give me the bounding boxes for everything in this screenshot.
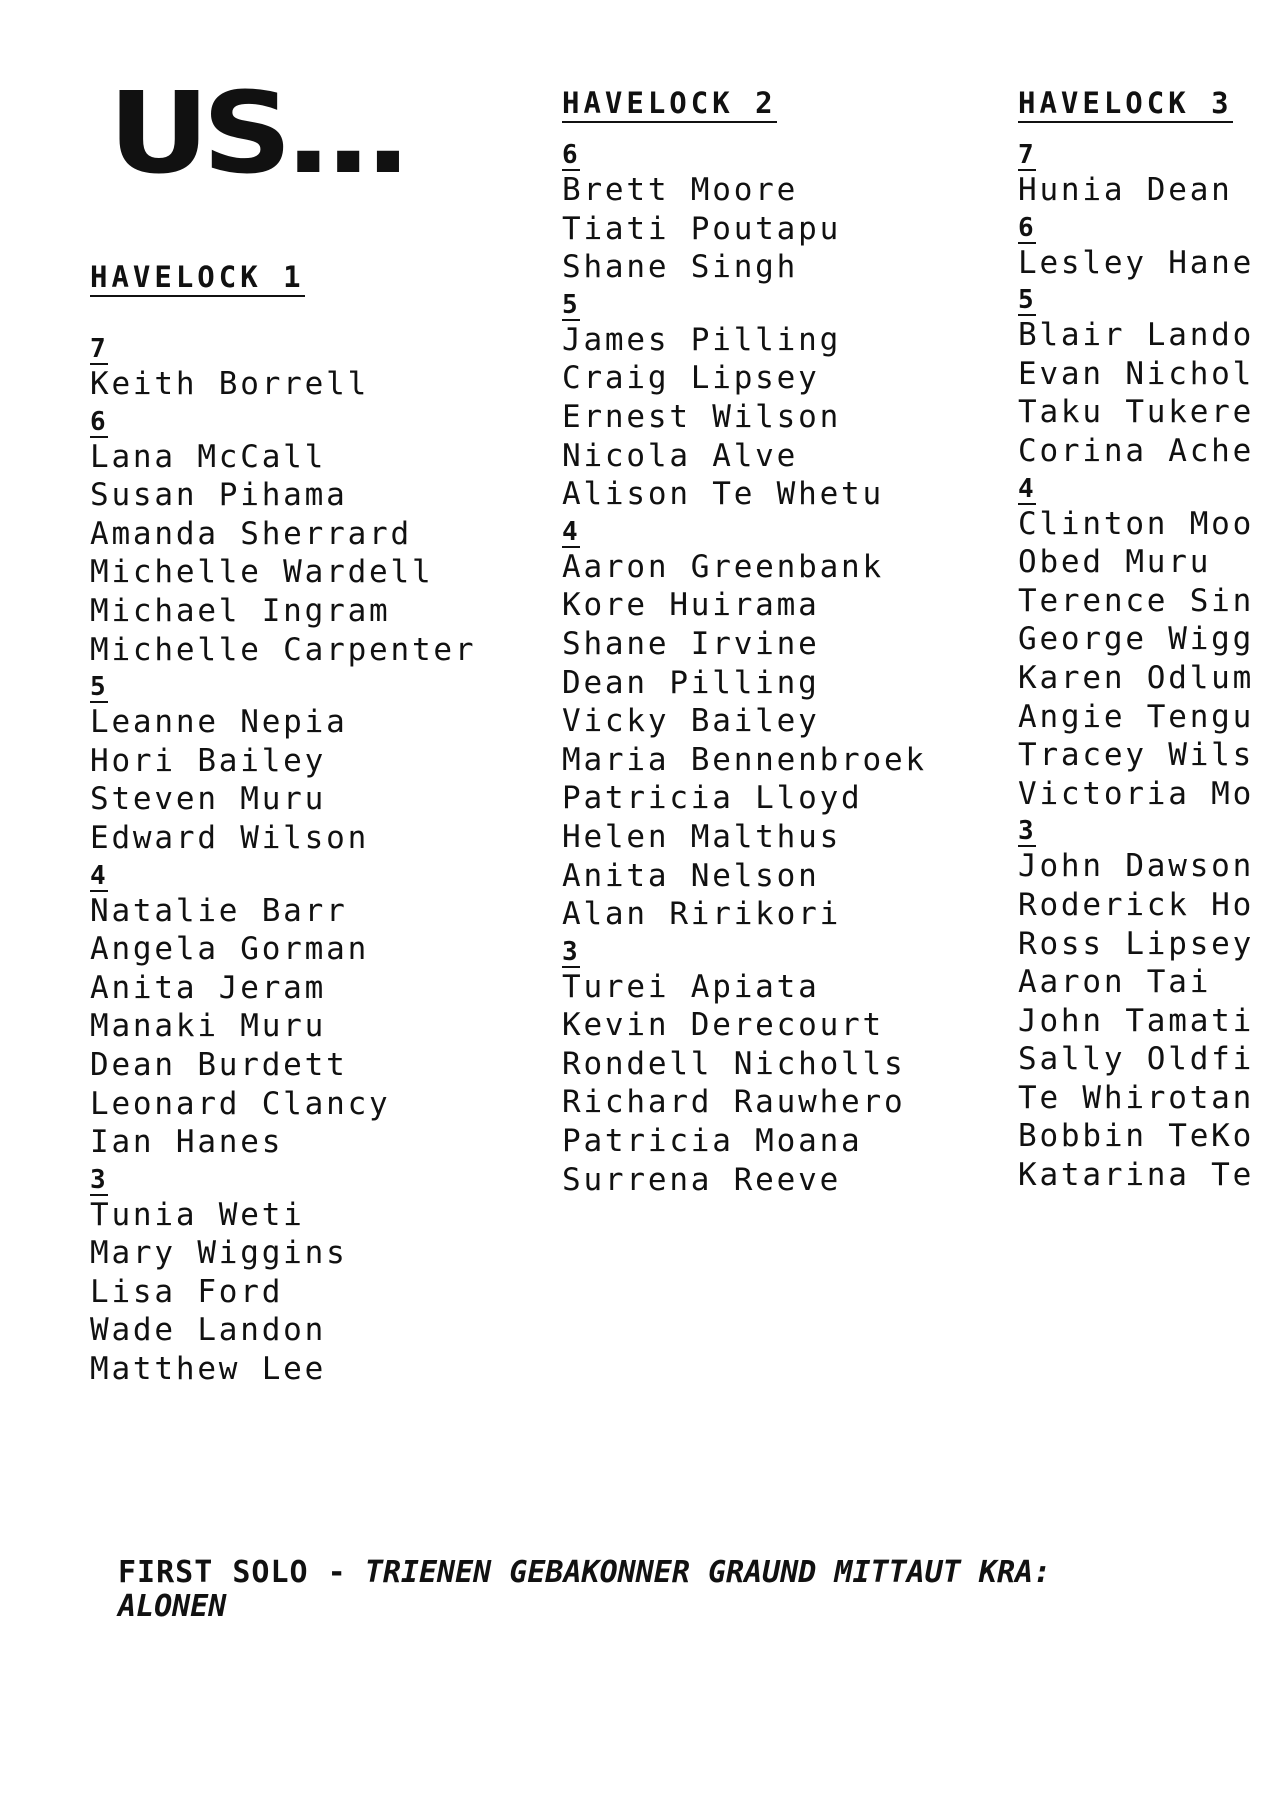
member-name: Steven Muru	[90, 781, 327, 818]
group-number: 6	[1018, 212, 1037, 243]
group-number: 5	[90, 672, 109, 703]
group-number: 5	[562, 289, 581, 320]
member-name: Patricia Moana	[562, 1123, 863, 1160]
member-name: Surrena Reeve	[562, 1161, 842, 1198]
member-name: Kevin Derecourt	[562, 1007, 884, 1044]
member-name: Angela Gorman	[90, 931, 370, 968]
member-name: Mary Wiggins	[90, 1235, 348, 1272]
member-name: Evan Nichol	[1018, 355, 1255, 392]
member-name: Blair Lando	[1018, 317, 1255, 354]
member-name: Helen Malthus	[562, 818, 842, 855]
group-number: 4	[1018, 473, 1037, 504]
member-name: Michael Ingram	[90, 592, 391, 629]
member-name: Edward Wilson	[90, 819, 370, 856]
havelock-1-column	[90, 258, 476, 1389]
member-name: Ross Lipsey	[1018, 925, 1255, 962]
member-name: Tiati Poutapu	[562, 210, 842, 247]
member-name: Leanne Nepia	[90, 704, 348, 741]
member-name: Hori Bailey	[90, 742, 327, 779]
member-name: Hunia Dean	[1018, 172, 1233, 208]
member-name: Shane Singh	[562, 249, 799, 286]
havelock-2-column	[562, 84, 927, 1199]
member-name: Lana McCall	[90, 438, 327, 475]
group-list	[562, 141, 927, 1199]
member-name: Keith Borrell	[90, 366, 370, 402]
member-name: Michelle Wardell	[90, 554, 434, 591]
member-name: Turei Apiata	[562, 968, 820, 1005]
member-name: Tracey Wils	[1018, 737, 1255, 774]
member-name: Tunia Weti	[90, 1196, 305, 1233]
member-name: Aaron Tai	[1018, 964, 1212, 1001]
member-name: Aaron Greenbank	[562, 548, 884, 585]
member-name: Wade Landon	[90, 1312, 327, 1349]
member-name: Ian Hanes	[90, 1124, 284, 1161]
havelock-3-column	[1018, 84, 1254, 1195]
page-title: US...	[108, 69, 404, 199]
member-name: Obed Muru	[1018, 544, 1212, 581]
member-name: Victoria Mo	[1018, 775, 1255, 812]
member-name: Karen Odlum	[1018, 659, 1255, 696]
member-name: Bobbin TeKo	[1018, 1118, 1255, 1155]
member-name: John Dawson	[1018, 848, 1255, 885]
member-name: Richard Rauwhero	[562, 1084, 906, 1121]
member-name: Patricia Lloyd	[562, 780, 863, 817]
member-name: Kore Huirama	[562, 587, 820, 624]
member-name: Natalie Barr	[90, 892, 348, 929]
member-name: George Wigg	[1018, 621, 1255, 658]
group-number: 3	[90, 1164, 109, 1195]
column-heading: HAVELOCK 2	[562, 85, 777, 123]
member-name: Dean Burdett	[90, 1046, 348, 1083]
member-name: Maria Bennenbroek	[562, 741, 927, 778]
member-name: Anita Jeram	[90, 969, 327, 1006]
member-name: Roderick Ho	[1018, 886, 1255, 923]
member-name: Michelle Carpenter	[90, 631, 477, 668]
footer-note	[118, 1556, 1051, 1624]
member-name: Vicky Bailey	[562, 703, 820, 740]
member-name: John Tamati	[1018, 1002, 1255, 1039]
group-list	[1018, 141, 1254, 1195]
member-name: Matthew Lee	[90, 1351, 327, 1388]
group-list	[90, 335, 476, 1389]
group-number: 6	[562, 140, 581, 170]
member-name: Terence Sin	[1018, 582, 1255, 619]
column-heading: HAVELOCK 1	[90, 259, 305, 297]
member-name: Angie Tengu	[1018, 698, 1255, 735]
group-number: 3	[1018, 816, 1037, 847]
member-name: Dean Pilling	[562, 664, 820, 701]
footer-lead: FIRST SOLO -	[118, 1555, 347, 1590]
member-name: Alan Ririkori	[562, 896, 842, 933]
group-number: 6	[90, 406, 109, 437]
footer-text-line1: TRIENEN GEBAKONNER GRAUND MITTAUT KRA:	[364, 1555, 1052, 1590]
member-name: Anita Nelson	[562, 857, 820, 894]
member-name: Clinton Moo	[1018, 505, 1255, 542]
member-name: Alison Te Whetu	[562, 476, 884, 513]
column-heading: HAVELOCK 3	[1018, 85, 1233, 123]
member-name: James Pilling	[562, 321, 842, 358]
member-name: Leonard Clancy	[90, 1085, 391, 1122]
member-name: Rondell Nicholls	[562, 1045, 906, 1082]
member-name: Ernest Wilson	[562, 398, 842, 435]
footer-text-line2: ALONEN	[118, 1589, 227, 1624]
member-name: Sally Oldfi	[1018, 1041, 1255, 1078]
member-name: Craig Lipsey	[562, 360, 820, 397]
member-name: Manaki Muru	[90, 1008, 327, 1045]
member-name: Corina Ache	[1018, 432, 1255, 469]
group-number: 4	[562, 516, 581, 547]
group-number: 3	[562, 936, 581, 967]
member-name: Taku Tukere	[1018, 394, 1255, 431]
member-name: Te Whirotan	[1018, 1079, 1255, 1116]
group-number: 7	[90, 334, 109, 364]
member-name: Susan Pihama	[90, 477, 348, 514]
group-number: 5	[1018, 285, 1037, 316]
member-name: Lisa Ford	[90, 1273, 284, 1310]
member-name: Amanda Sherrard	[90, 515, 412, 552]
member-name: Lesley Hane	[1018, 244, 1255, 281]
group-number: 4	[90, 860, 109, 891]
member-name: Brett Moore	[562, 172, 799, 208]
member-name: Shane Irvine	[562, 625, 820, 662]
member-name: Katarina Te	[1018, 1157, 1255, 1194]
group-number: 7	[1018, 140, 1037, 170]
member-name: Nicola Alve	[562, 437, 799, 474]
